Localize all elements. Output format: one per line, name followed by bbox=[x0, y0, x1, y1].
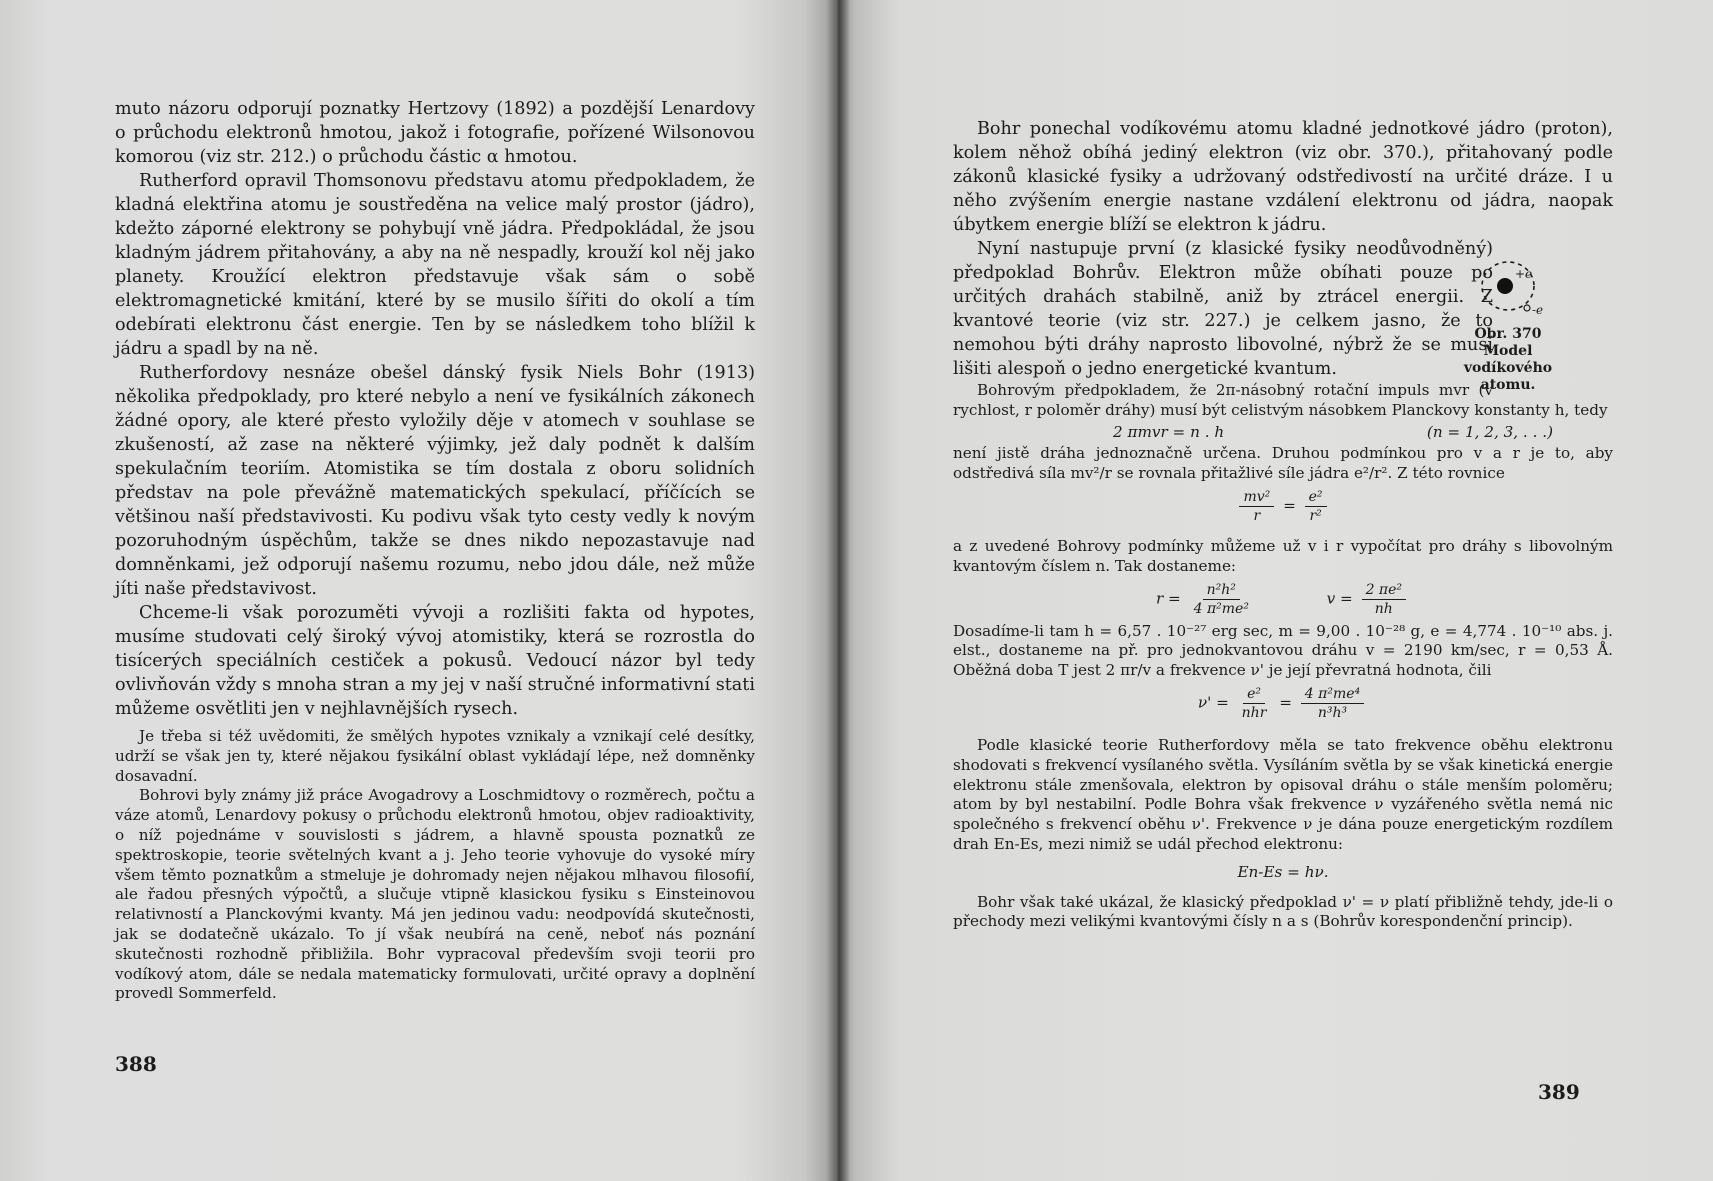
figure-caption-text: Model vodíkového atomu. bbox=[1463, 343, 1553, 393]
page-number-left: 388 bbox=[115, 1052, 157, 1076]
equation-force-balance: $\frac{\text{mv²}}{r}$ = $\frac{\text{e²}}{\text{r²}}$ bbox=[953, 484, 1613, 537]
proton-label: +e bbox=[1515, 267, 1533, 281]
right-paragraph-1: Bohr ponechal vodíkovému atomu kladné jednotkové jádro (proton), kolem něhož obíhá jediný elektron (viz obr. 370.), přitahovaný podle zákonů klasické fysiky a udržovaný odstředivostí na určité dráze. I u něho zvýšením energie nastane vzdálení elektronu od jádra, naopak úbytkem energie blíží se elektron k jádru. bbox=[953, 119, 1613, 235]
right-small-paragraph-1: Bohrovým předpokladem, že 2π-násobný rotační impuls mvr (v rychlost, r poloměr dráhy) musí být celistvým násobkem Planckovy konstanty h, tedy bbox=[953, 381, 1608, 419]
figure-370 bbox=[1458, 252, 1558, 394]
page-number-right: 389 bbox=[1538, 1080, 1580, 1104]
right-paragraph-2: Nyní nastupuje první (z klasické fysiky neodůvodněný) předpoklad Bohrův. Elektron může obíhati pouze po určitých drahách stabilně, aniž by ztrácel energii. Z kvantové teorie (viz str. 227.) je celkem jasno, že to nemohou býti dráhy naprosto libovolné, nýbrž že se musí lišiti alespoň o jedno energetické kvantum. bbox=[953, 239, 1493, 379]
figure-caption-number: Obr. 370 bbox=[1474, 326, 1542, 342]
equation-frequency: ν' = $\frac{\text{e²}}{\text{nhr}}$ = $\frac{\text{4 π²me⁴}}{\text{n³h³}}$ bbox=[953, 681, 1613, 736]
left-page bbox=[0, 0, 838, 1181]
electron-label: -e bbox=[1532, 303, 1544, 317]
equation-energy: En-Es = hν. bbox=[1237, 862, 1329, 881]
left-paragraph-4: Chceme-li však porozuměti vývoji a rozlišiti fakta od hypotes, musíme studovati celý široký vývoj atomistiky, která se rozrostla do tisícerých speciálních cestiček a pokusů. Vedoucí názor byl tedy ovlivňován vždy s mnoha stran a my jej v naší stručné informativní stati můžeme osvětliti jen v nejhlavnějších rysech. bbox=[115, 603, 755, 719]
hydrogen-atom-diagram bbox=[1463, 252, 1553, 322]
left-text-column bbox=[115, 97, 755, 1004]
equation-quantization: 2 πmvr = n . h (n = 1, 2, 3, . . .) bbox=[1113, 422, 1553, 441]
right-page bbox=[838, 0, 1713, 1181]
right-small-paragraph-2: není jistě dráha jednoznačně určena. Druhou podmínkou pro v a r je to, aby odstředivá síla mv²/r se rovnala přitažlivé síle jádra e²/r². Z této rovnice bbox=[953, 444, 1613, 483]
electron-dot bbox=[1524, 305, 1530, 311]
book-gutter bbox=[826, 0, 850, 1181]
left-small-paragraph-2: Bohrovi byly známy již práce Avogadrovy a Loschmidtovy o rozměrech, počtu a váze atomů, Lenardovy pokusy o průchodu elektronů hmotou, objev radioaktivity, o níž pojednáme v souvislosti s jádrem, a hlavně spousta poznatků ze spektroskopie, teorie světelných kvant a j. Jeho teorie vyhovuje do vysoké míry všem těmto poznatkům a stmeluje je dohromady nejen nějakou mlhavou filosofií, ale řadou přesných výpočtů, a slučuje vtipně klasickou fysiku s Einsteinovou relativností a Planckovými kvanty. Má jen jedinou vadu: neodpovídá skutečnosti, jak se dodatečně ukázalo. To jí však neubírá na ceně, neboť nás poznání skutečnosti rozhodně přibližila. Bohr vypracoval především svoji teorii pro vodíkový atom, dále se nedala matematicky formulovati, určité opravy a doplnění provedl Sommerfeld. bbox=[115, 786, 755, 1003]
right-text-column bbox=[953, 117, 1613, 932]
left-paragraph-3: Rutherfordovy nesnáze obešel dánský fysik Niels Bohr (1913) několika předpoklady, pro které nebylo a není ve fysikálních zákonech žádné opory, ale které přesto vyložily děje v atomech v souhlase se zkušeností, až zase na některé výjimky, jež daly podnět k dalším spekulačním teoriím. Atomistika se tím dostala z oboru solidních představ na pole převážně matematických spekulací, příčících se většinou naší představivosti. Ku podivu však tyto cesty vedly k novým pozoruhodným úspěchům, takže se dnes nikdo nepozastavuje nad domněnkami, jež odporují našemu rozumu, nebo jdou dále, než může jíti naše představivost. bbox=[115, 363, 755, 599]
right-small-paragraph-5: Podle klasické teorie Rutherfordovy měla se tato frekvence oběhu elektronu shodovati s frekvencí vysílaného světla. Vysíláním světla by se však kinetická energie elektronu stále zmenšovala, elektron by opisoval dráhu o stále menším poloměru; atom by byl nestabilní. Podle Bohra však frekvence ν vyzářeného světla nemá nic společného s frekvencí oběhu ν'. Frekvence ν je dána pouze energetickým rozdílem drah En-Es, mezi nimiž se udál přechod elektronu: bbox=[953, 735, 1613, 853]
right-small-paragraph-6: Bohr však také ukázal, že klasický předpoklad ν' = ν platí přibližně tehdy, jde-li o přechody mezi velikými kvantovými čísly n a s (Bohrův korespondenční princip). bbox=[953, 892, 1613, 931]
left-paragraph-2: Rutherford opravil Thomsonovu představu atomu předpokladem, že kladná elektřina atomu je soustředěna na velice malý prostor (jádro), kdežto záporné elektrony se pohybují vně jádra. Předpokládal, že jsou kladným jádrem přitahovány, a aby na ně nespadly, krouží kol něj jako planety. Kroužící elektron představuje však sám o sobě elektromagnetické kmitání, které by se musilo šířiti do okolí a tím odebírati elektronu část energie. Ten by se následkem toho blížil k jádru a spadl by na ně. bbox=[115, 171, 755, 359]
right-small-paragraph-3: a z uvedené Bohrovy podmínky můžeme už v i r vypočítat pro dráhy s libovolným kvantovým číslem n. Tak dostaneme: bbox=[953, 536, 1613, 575]
left-paragraph-1: muto názoru odporují poznatky Hertzovy (1892) a pozdější Lenardovy o průchodu elektronů hmotou, jakož i fotografie, pořízené Wilsonovou komorou (viz str. 212.) o průchodu částic α hmotou. bbox=[115, 99, 755, 167]
nucleus-dot bbox=[1497, 278, 1513, 294]
left-small-paragraph-1: Je třeba si též uvědomiti, že smělých hypotes vznikaly a vznikají celé desítky, udrží se však jen ty, které nějakou fysikální oblast vykládají lépe, než domněnky dosavadní. bbox=[115, 727, 755, 785]
equation-radius-velocity: r = $\frac{\text{n²h²}}{\text{4 π²me²}}$ v = $\frac{\text{2 πe²}}{nh}$ bbox=[953, 577, 1613, 622]
right-small-paragraph-4: Dosadíme-li tam h = 6,57 . 10⁻²⁷ erg sec, m = 9,00 . 10⁻²⁸ g, e = 4,774 . 10⁻¹⁰ abs. j. elst., dostaneme na př. pro jednokvantovou dráhu v = 2190 km/sec, r = 0,53 Å. Oběžná doba T jest 2 πr/v a frekvence ν' je její převratná hodnota, čili bbox=[953, 621, 1613, 680]
